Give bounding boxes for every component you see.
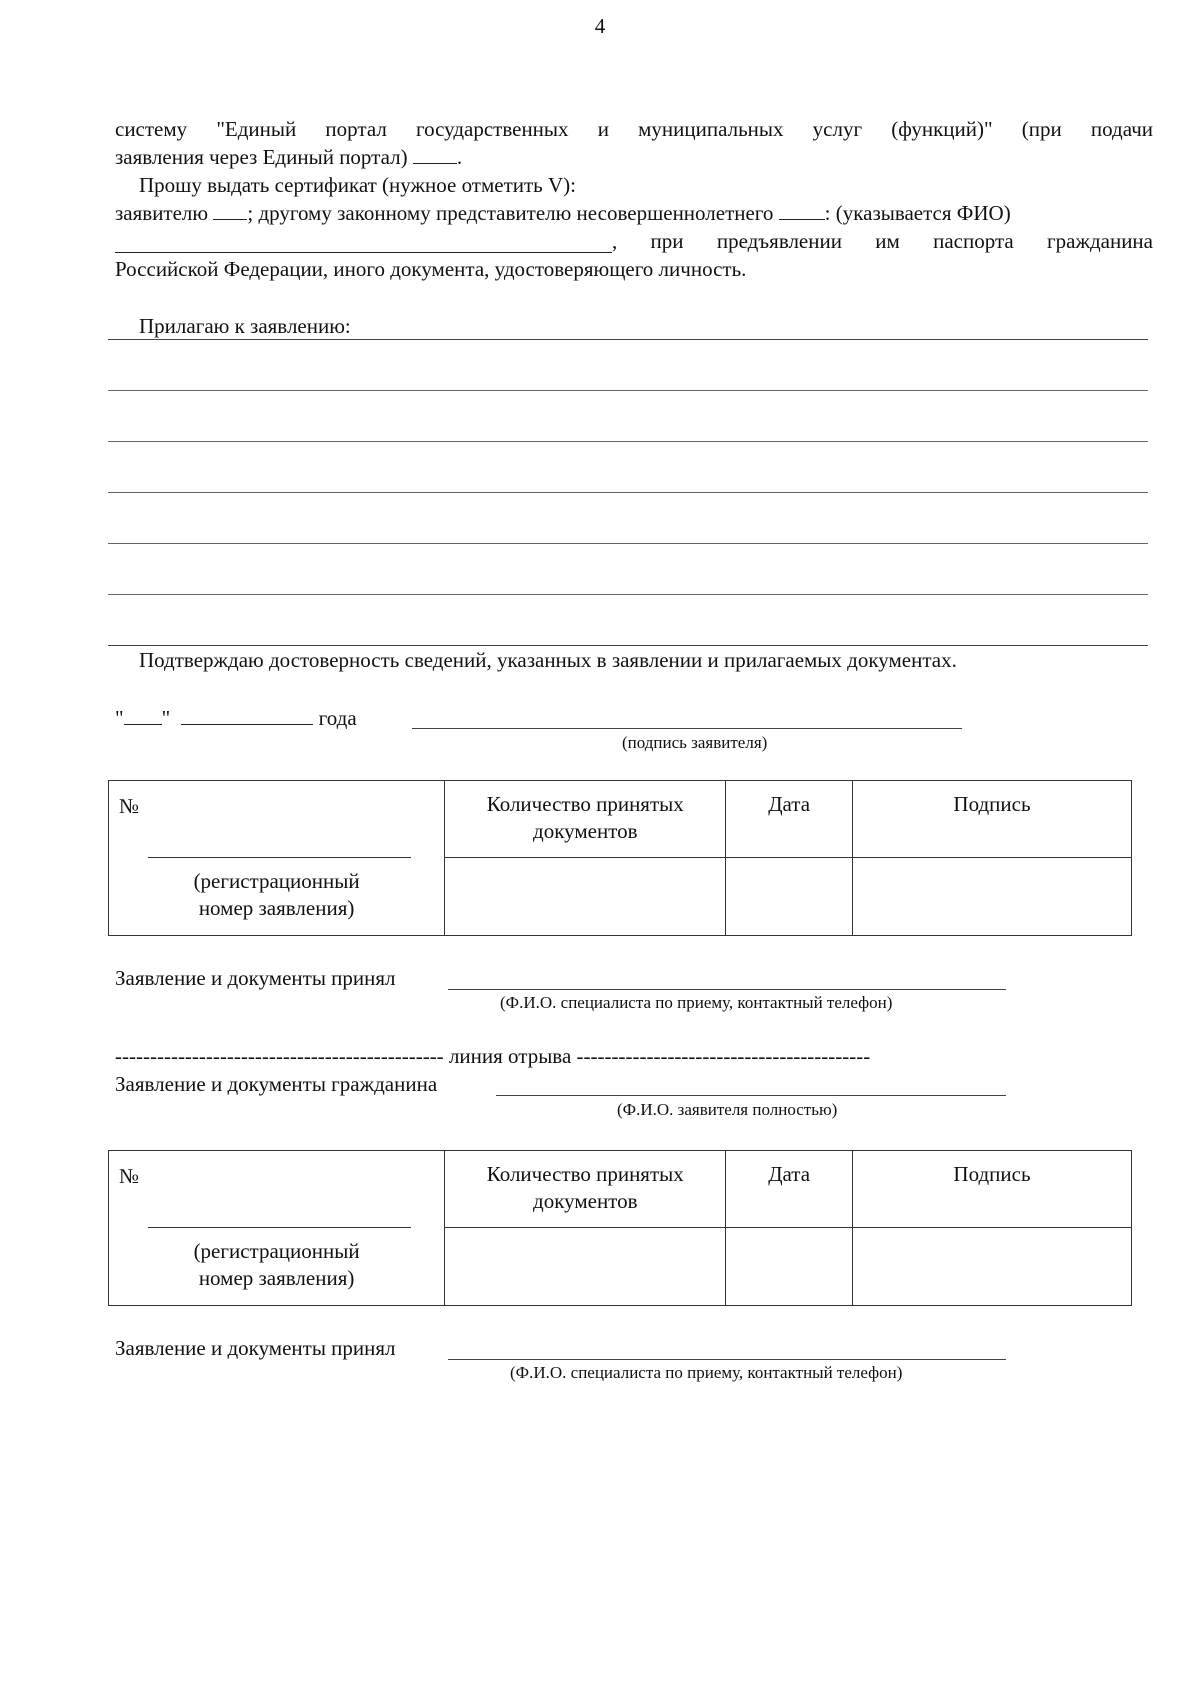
docs-count-header-2-line-2: документов [533,1189,638,1213]
received-label-1: Заявление и документы принял [115,966,396,990]
specialist-line-2[interactable] [448,1359,1006,1360]
attachment-line-5[interactable] [108,543,1148,544]
reg-note-line-1: (регистрационный [193,868,360,893]
number-sign: № [119,794,140,818]
para-line-2-end: . [456,145,463,169]
para-line-4 [115,201,1153,225]
citizen-name-line[interactable] [496,1095,1006,1096]
docs-count-cell-2[interactable] [445,1228,726,1306]
attachment-line-7[interactable] [108,645,1148,646]
reg-number-line[interactable] [148,857,411,858]
reg-note-2-line-2: номер заявления) [198,1265,355,1290]
date-quote-close: " [161,706,171,730]
tear-label: линия отрыва [448,1044,572,1068]
docs-count-header-2 [445,1151,726,1228]
number-sign-2: № [119,1164,140,1188]
tear-dashes-left: ----------------------------------------------- [115,1044,444,1068]
day-field[interactable] [124,706,162,725]
date-header-2: Дата [726,1151,853,1228]
applicant-label: заявителю [115,201,209,225]
month-field[interactable] [181,706,313,725]
date-cell-2[interactable] [726,1228,853,1306]
citizen-caption: (Ф.И.О. заявителя полностью) [617,1100,838,1119]
page-number: 4 [594,14,606,38]
para-line-3: Прошу выдать сертификат (нужное отметить V): [139,173,577,197]
applicant-signature-line[interactable] [412,728,962,729]
confirm-text: Подтверждаю достоверность сведений, указанных в заявлении и прилагаемых документах. [139,648,957,672]
applicant-check-field[interactable] [213,201,247,220]
tear-line [115,1044,870,1068]
para-line-5 [115,229,1153,253]
portal-blank-field[interactable] [413,145,457,164]
reg-number-note [109,858,445,936]
signature-header: Подпись [852,781,1131,858]
docs-count-cell[interactable] [445,858,726,936]
date-header: Дата [726,781,853,858]
signature-cell[interactable] [852,858,1131,936]
registration-table-1 [108,780,1132,936]
attachment-line-2[interactable] [108,390,1148,391]
docs-count-header-line-1: Количество принятых [486,792,684,816]
representative-label: ; другому законному представителю несовершеннолетнего [247,201,774,225]
docs-count-header [445,781,726,858]
date-cell[interactable] [726,858,853,936]
para-line-1: систему "Единый портал государственных и муниципальных услуг (функций)" (при подачи [115,117,1153,141]
fio-hint: : (указывается ФИО) [824,201,1011,225]
reg-number-cell-2 [109,1151,445,1228]
specialist-line-1[interactable] [448,989,1006,990]
date-quote-open: " [115,706,124,730]
attachments-label: Прилагаю к заявлению: [139,314,351,338]
specialist-caption-2: (Ф.И.О. специалиста по приему, контактный телефон) [510,1363,903,1382]
reg-number-note-2 [109,1228,445,1306]
attachment-line-4[interactable] [108,492,1148,493]
reg-note-2-line-1: (регистрационный [193,1238,360,1263]
reg-number-cell [109,781,445,858]
attachment-line-6[interactable] [108,594,1148,595]
docs-count-header-line-2: документов [533,819,638,843]
date-row [115,706,357,730]
year-label: года [318,706,357,730]
reg-note-line-2: номер заявления) [198,895,355,920]
signature-cell-2[interactable] [852,1228,1131,1306]
signature-caption: (подпись заявителя) [622,733,768,752]
passport-text: , при предъявлении им паспорта гражданина [612,229,1153,253]
citizen-label: Заявление и документы гражданина [115,1072,438,1096]
para-line-2-text: заявления через Единый портал) [115,145,408,169]
received-label-2: Заявление и документы принял [115,1336,396,1360]
tear-dashes-right: ------------------------------------------ [576,1044,871,1068]
representative-check-field[interactable] [779,201,825,220]
reg-number-line-2[interactable] [148,1227,411,1228]
signature-header-2: Подпись [852,1151,1131,1228]
para-line-2 [115,145,462,169]
registration-table-2 [108,1150,1132,1306]
representative-name-field[interactable] [115,234,612,253]
docs-count-header-2-line-1: Количество принятых [486,1162,684,1186]
para-line-6: Российской Федерации, иного документа, удостоверяющего личность. [115,257,747,281]
attachment-line-1[interactable] [108,339,1148,340]
specialist-caption-1: (Ф.И.О. специалиста по приему, контактный телефон) [500,993,893,1012]
attachment-line-3[interactable] [108,441,1148,442]
